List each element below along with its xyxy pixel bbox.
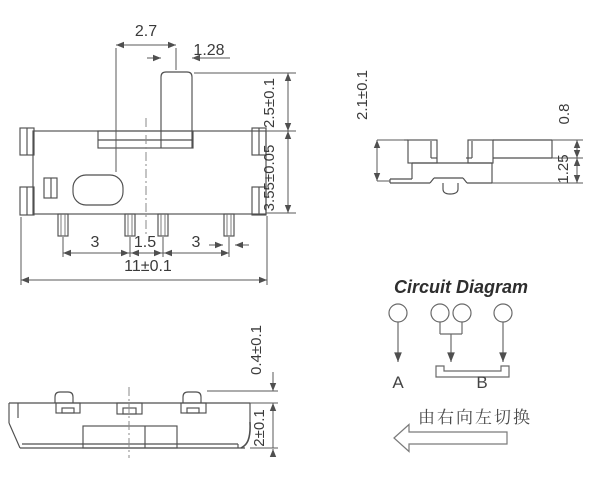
front-view	[20, 72, 266, 237]
right-hook	[241, 422, 250, 448]
side-view	[390, 140, 552, 194]
dim-label-overall-width: 11±0.1	[124, 258, 172, 275]
terminal-label-a: A	[392, 373, 404, 392]
terminal-circle-1	[389, 304, 407, 322]
slider-knob	[161, 72, 192, 148]
dim-label-overall-height: 2.1±0.1	[354, 70, 371, 120]
terminal-strip	[493, 140, 552, 158]
actuator-block	[83, 426, 177, 448]
metal-clips	[404, 140, 493, 163]
dim-label-body-height: 3.55±0.05	[261, 144, 278, 212]
dim-label-thickness: 2±0.1	[251, 409, 268, 447]
dim-label-knob-width: 1.28	[193, 42, 225, 59]
terminal-circle-2	[431, 304, 449, 322]
dim-label-terminal-top: 0.8	[556, 103, 573, 125]
left-direction-arrow-icon	[394, 425, 507, 452]
terminal-circle-3	[453, 304, 471, 322]
circuit-diagram-title: Circuit Diagram	[394, 277, 529, 297]
switch-body	[33, 131, 266, 214]
bottom-view	[9, 387, 250, 458]
dim-label-travel: 2.7	[134, 23, 158, 40]
switch-direction-note: 由右向左切换	[418, 408, 532, 427]
dim-label-pitch-center: 1.5	[133, 234, 157, 251]
corner-tabs	[20, 128, 266, 215]
dim-label-boss-height: 0.4±0.1	[248, 325, 265, 375]
dim-label-pitch-right: 3	[191, 234, 201, 251]
oval-recess	[73, 175, 123, 205]
dim-label-terminal-bottom: 1.25	[555, 154, 572, 184]
side-knob-bump	[443, 183, 458, 194]
terminal-circle-4	[494, 304, 512, 322]
dim-label-knob-height: 2.5±0.1	[261, 78, 278, 128]
circuit-diagram	[389, 304, 512, 377]
terminal-label-b: B	[476, 373, 488, 392]
dim-label-pitch-left: 3	[90, 234, 100, 251]
mounting-tabs	[55, 392, 206, 414]
